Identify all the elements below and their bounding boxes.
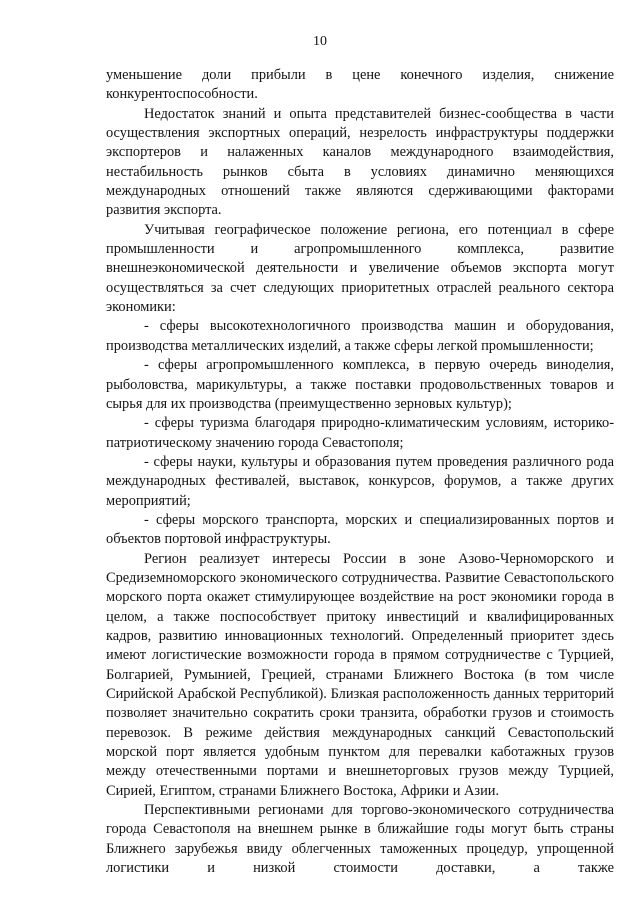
paragraph-export-decline: уменьшение доли прибыли в цене конечного изделия, снижение конкурентоспособности.: [106, 67, 614, 103]
list-item-tourism: - сферы туризма благодаря природно-климатическим условиям, историко-патриотическому значению города Севастополя;: [106, 415, 614, 451]
paragraph-perspective-regions: Перспективными регионами для торгово-экономического сотрудничества города Севастополя на внешнем рынке в ближайшие годы могут быть страны Ближнего зарубежья ввиду облегченных таможенных процедур, упрощенной логистики и низкой стоимости доставки, а также: [106, 802, 614, 877]
document-body: [106, 66, 614, 878]
list-item-agro: - сферы агропромышленного комплекса, в первую очередь виноделия, рыболовства, марикультуры, а также поставки продовольственных товаров и сырья для их производства (преимущественно зерновых культур);: [106, 357, 614, 412]
page-number: 10: [313, 34, 327, 49]
list-item-science-culture: - сферы науки, культуры и образования путем проведения различного рода международных фестивалей, выставок, конкурсов, форумов, а также других мероприятий;: [106, 453, 614, 509]
paragraph-priority-sectors-intro: Учитывая географическое положение региона, его потенциал в сфере промышленности и агропромышленного комплекса, развитие внешнеэкономической деятельности и увеличение объемов экспорта могут осуществляться за счет следующих приоритетных отраслей реального сектора экономики:: [106, 221, 614, 316]
list-item-high-tech: - сферы высокотехнологичного производства машин и оборудования, производства металлических изделий, а также сферы легкой промышленности;: [106, 318, 614, 354]
paragraph-knowledge-shortage: Недостаток знаний и опыта представителей бизнес-сообщества в части осуществления экспортных операций, незрелость инфраструктуры поддержки экспортеров и налаженных каналов международного взаимодействия, нестабильность рынков сбыта в условиях динамично меняющихся международных отношений также являются сдерживающими факторами развития экспорта.: [106, 105, 614, 219]
paragraph-region-interests: Регион реализует интересы России в зоне Азово-Черноморского и Средиземноморского экономического сотрудничества. Развитие Севастопольского морского порта окажет стимулирующее воздействие на рост экономики города в целом, а также поспособствует притоку инвестиций и квалифицированных кадров, развитию инновационных технологий. Определенный приоритет здесь имеют логистические возможности города в прямом сотрудничестве с Турцией, Болгарией, Румынией, Грецией, странами Ближнего Востока (в том числе Сирийской Арабской Республикой). Близкая расположенность данных территорий позволяет значительно сократить сроки транзита, обработки грузов и стоимость перевозок. В режиме действия международных санкций Севастопольский морской порт является удобным пунктом для перевалки каботажных грузов между отечественными портами и внешнеторговых грузов между Турцией, Сирией, Египтом, странами Ближнего Востока, Африки и Азии.: [106, 550, 614, 799]
list-item-sea-transport: - сферы морского транспорта, морских и специализированных портов и объектов портовой инфраструктуры.: [106, 511, 614, 548]
